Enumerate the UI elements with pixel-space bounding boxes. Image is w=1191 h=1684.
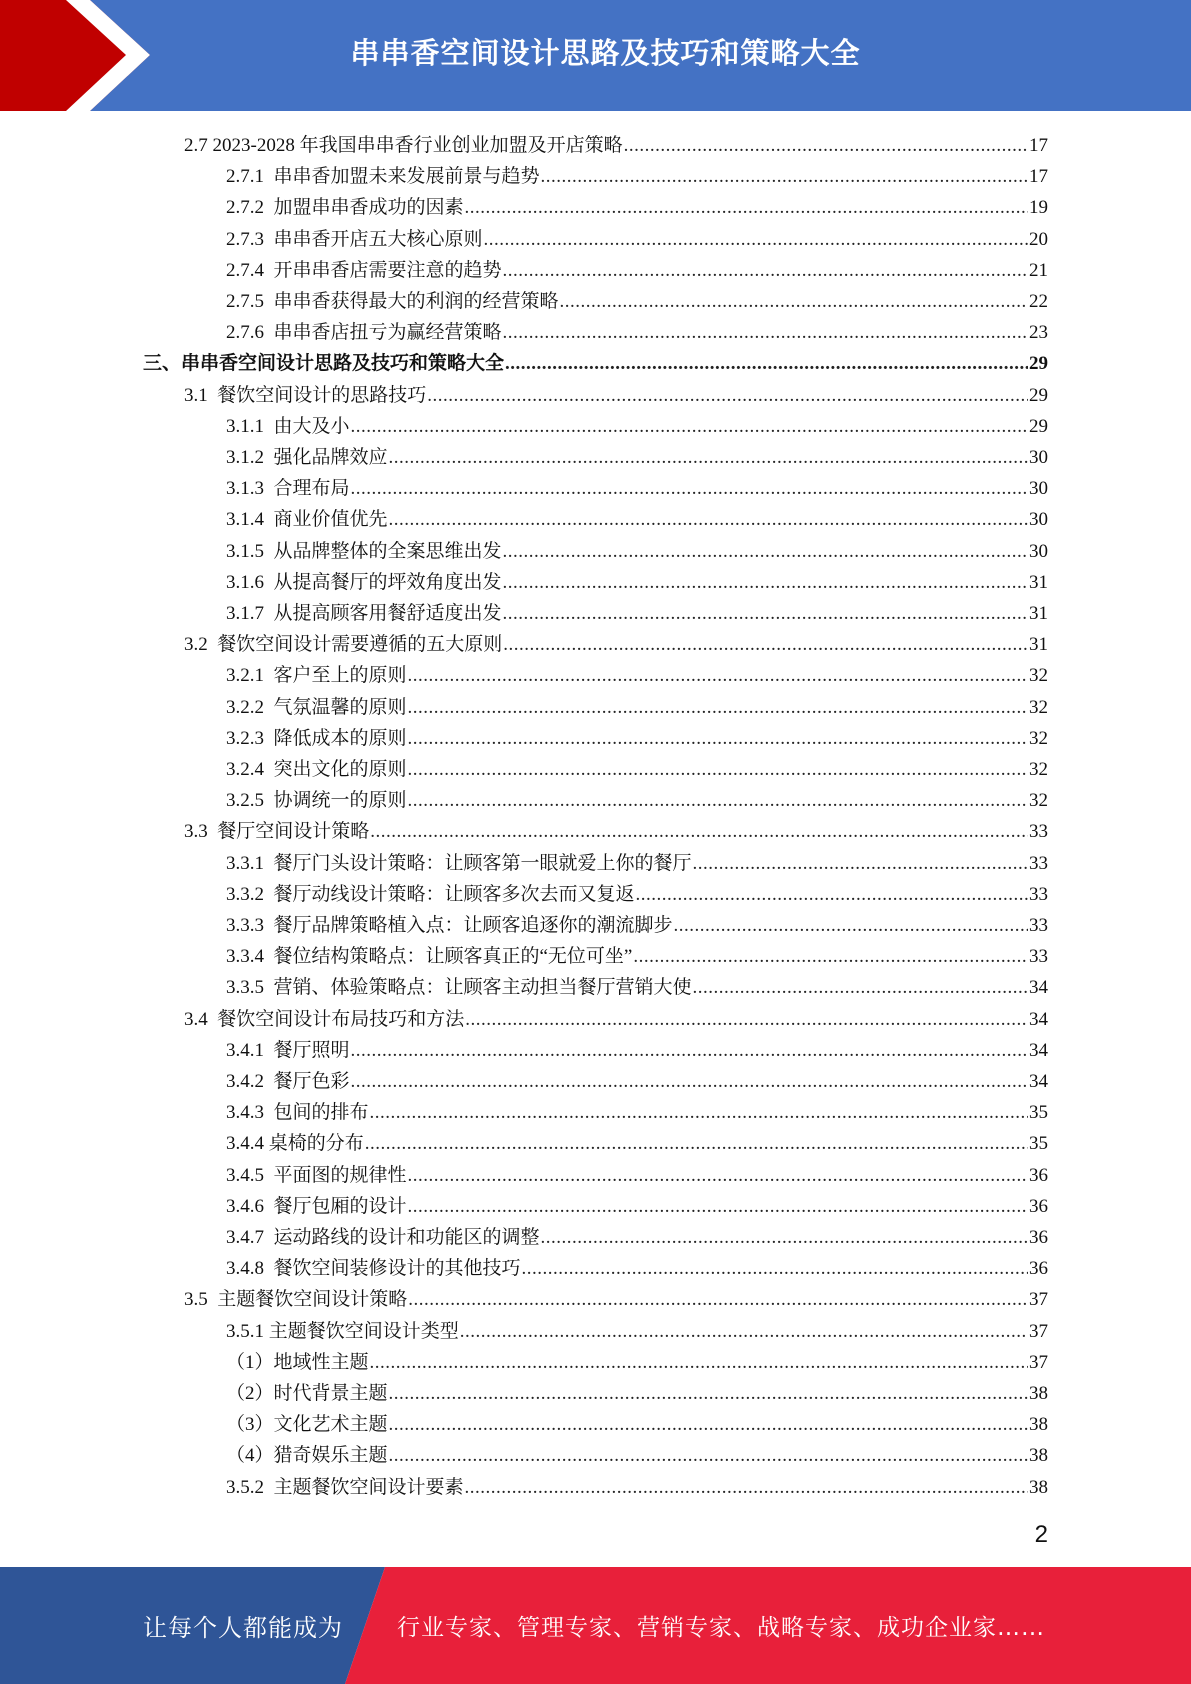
toc-entry-label: 从品牌整体的全案思维出发 [273, 540, 502, 562]
toc-entry-label: 串串香加盟未来发展前景与趋势 [273, 166, 540, 188]
toc-entry-label: 餐饮空间设计的思路技巧 [217, 384, 427, 406]
toc-entry[interactable] [0, 876, 1048, 907]
toc-entry-label: 气氛温馨的原则 [273, 696, 407, 718]
toc-entry[interactable] [0, 314, 1048, 345]
toc-entry[interactable] [0, 813, 1048, 844]
page-footer [0, 1567, 1191, 1684]
toc-entry[interactable] [0, 1437, 1048, 1468]
toc-entry[interactable] [0, 938, 1048, 969]
toc-leader-dots [408, 727, 1028, 751]
toc-leader-dots [503, 571, 1028, 595]
toc-entry-page: 30 [1029, 478, 1048, 500]
toc-entry-page: 29 [1029, 415, 1048, 437]
toc-leader-dots [370, 820, 1028, 844]
toc-entry-page: 33 [1029, 946, 1048, 968]
toc-leader-dots [370, 1351, 1028, 1375]
toc-leader-dots [693, 976, 1028, 1000]
toc-entry-page: 30 [1029, 540, 1048, 562]
toc-entry-label: 串串香店扭亏为赢经营策略 [273, 322, 502, 344]
toc-entry-label: 餐饮空间设计布局技巧和方法 [217, 1008, 465, 1030]
toc-leader-dots [636, 883, 1028, 907]
toc-entry-number: 3.5 [184, 1289, 218, 1311]
toc-entry-page: 37 [1029, 1320, 1048, 1342]
toc-entry[interactable] [0, 470, 1048, 501]
toc-entry-label: 加盟串串香成功的因素 [273, 197, 464, 219]
toc-leader-dots [408, 696, 1028, 720]
toc-entry-number: 3.3.3 [226, 915, 274, 936]
toc-leader-dots [465, 1476, 1028, 1500]
toc-entry-number: （3） [226, 1414, 274, 1436]
toc-entry-page: 31 [1029, 634, 1048, 656]
toc-entry-page: 17 [1029, 166, 1048, 188]
toc-entry-label: 从提高顾客用餐舒适度出发 [273, 603, 502, 624]
toc-entry-page: 23 [1029, 322, 1048, 344]
toc-entry[interactable] [0, 1344, 1048, 1375]
toc-entry-number: 2.7.1 [226, 166, 274, 188]
toc-entry-label: 餐厅动线设计策略：让顾客多次去而又复返 [273, 883, 635, 905]
toc-entry-page: 29 [1029, 384, 1048, 406]
toc-entry-number: 3.4.4 [226, 1133, 269, 1155]
toc-entry[interactable] [0, 845, 1048, 876]
toc-entry-number: 3.3 [184, 821, 218, 843]
toc-leader-dots [633, 945, 1028, 969]
toc-entry-label: 餐厅色彩 [273, 1071, 350, 1092]
toc-entry-label: 餐厅照明 [273, 1039, 350, 1061]
footer-slogan-right: 行业专家、管理专家、营销专家、战略专家、成功企业家…… [397, 1615, 1045, 1641]
toc-entry-page: 30 [1029, 447, 1048, 468]
toc-entry-number: 3.4.3 [226, 1102, 274, 1124]
toc-leader-dots [389, 1444, 1028, 1468]
toc-entry[interactable] [0, 221, 1048, 252]
toc-leader-dots [460, 1320, 1028, 1344]
toc-leader-dots [365, 1132, 1028, 1156]
toc-entry-label: 串串香开店五大核心原则 [273, 228, 483, 250]
toc-entry-number: 3.2.3 [226, 727, 274, 749]
toc-entry-page: 33 [1029, 852, 1048, 874]
toc-entry[interactable] [0, 252, 1048, 283]
toc-entry-page: 37 [1029, 1351, 1048, 1373]
toc-entry-label: 餐饮空间设计需要遵循的五大原则 [217, 634, 503, 656]
toc-entry-label: 地域性主题 [273, 1351, 369, 1373]
toc-entry[interactable] [0, 1406, 1048, 1437]
toc-entry-number: 3.3.2 [226, 883, 274, 905]
toc-entry-page: 37 [1029, 1289, 1048, 1311]
toc-entry[interactable] [0, 127, 1048, 158]
toc-entry-label: 协调统一的原则 [273, 790, 407, 812]
toc-entry-number: 3.3.1 [226, 852, 274, 874]
toc-entry[interactable] [0, 1001, 1048, 1032]
toc-entry[interactable] [0, 1313, 1048, 1344]
toc-entry-number: 3.3.4 [226, 946, 274, 968]
toc-entry-page: 38 [1029, 1476, 1048, 1498]
toc-leader-dots [408, 1164, 1028, 1188]
toc-entry-label: 商业价值优先 [273, 509, 388, 531]
toc-entry-label: 猎奇娱乐主题 [273, 1445, 388, 1467]
toc-entry-page: 34 [1029, 1071, 1048, 1092]
toc-entry-number: 3.4.2 [226, 1071, 274, 1092]
toc-leader-dots [389, 1382, 1028, 1406]
toc-entry-number: 2.7 [184, 135, 213, 156]
toc-entry[interactable] [0, 408, 1048, 439]
toc-entry-number: 3.3.5 [226, 977, 274, 999]
toc-entry-page: 34 [1029, 977, 1048, 999]
toc-entry-label: 主题餐饮空间设计类型 [268, 1320, 459, 1342]
toc-entry-page: 32 [1029, 759, 1048, 780]
toc-entry-page: 19 [1029, 197, 1048, 219]
toc-leader-dots [351, 1039, 1028, 1063]
toc-leader-dots [484, 228, 1028, 252]
toc-entry-label: 主题餐饮空间设计要素 [273, 1476, 464, 1498]
toc-entry-number: 2.7.4 [226, 259, 274, 281]
toc-entry-page: 36 [1029, 1258, 1048, 1280]
toc-entry-number: 3.5.2 [226, 1476, 274, 1498]
toc-entry-label: 突出文化的原则 [273, 759, 407, 780]
toc-entry-page: 31 [1029, 603, 1048, 624]
toc-entry-page: 33 [1029, 883, 1048, 905]
toc-entry-label: 由大及小 [273, 415, 350, 437]
toc-leader-dots [522, 1257, 1028, 1281]
toc-entry-number: 三、 [143, 353, 182, 375]
toc-entry-page: 36 [1029, 1164, 1048, 1186]
toc-entry-number: 3.5.1 [226, 1320, 269, 1342]
toc-leader-dots [503, 633, 1028, 657]
toc-entry-number: 3.2.5 [226, 790, 274, 812]
toc-entry-number: 3.2.2 [226, 696, 274, 718]
toc-entry-page: 30 [1029, 509, 1048, 531]
toc-entry[interactable] [0, 1125, 1048, 1156]
toc-entry-number: 2.7.5 [226, 291, 274, 312]
toc-entry[interactable] [0, 1375, 1048, 1406]
toc-entry[interactable] [0, 564, 1048, 595]
toc-entry-label: 餐位结构策略点：让顾客真正的“无位可坐” [273, 946, 633, 968]
toc-entry-page: 36 [1029, 1227, 1048, 1248]
toc-entry[interactable] [0, 1250, 1048, 1281]
toc-entry-page: 32 [1029, 665, 1048, 687]
toc-leader-dots [693, 852, 1028, 876]
toc-entry-number: （2） [226, 1383, 274, 1404]
toc-entry-label: 降低成本的原则 [273, 727, 407, 749]
toc-entry-label: 主题餐饮空间设计策略 [217, 1289, 408, 1311]
toc-entry[interactable] [0, 969, 1048, 1000]
toc-entry-page: 36 [1029, 1195, 1048, 1217]
toc-entry-label: 桌椅的分布 [268, 1133, 364, 1155]
toc-entry-label: 餐厅空间设计策略 [217, 821, 370, 843]
toc-entry-label: 餐厅包厢的设计 [273, 1195, 407, 1217]
toc-entry-number: 3.2 [184, 634, 218, 656]
toc-entry-label: 客户至上的原则 [273, 665, 407, 687]
toc-leader-dots [624, 134, 1028, 158]
toc-entry-page: 38 [1029, 1445, 1048, 1467]
toc-entry-label: 文化艺术主题 [273, 1414, 388, 1436]
toc-entry[interactable] [0, 345, 1048, 376]
toc-entry[interactable] [0, 1219, 1048, 1250]
toc-leader-dots [408, 1288, 1028, 1312]
toc-entry-number: （1） [226, 1351, 274, 1373]
page-header [0, 0, 1191, 111]
toc-leader-dots [503, 540, 1028, 564]
toc-entry-page: 32 [1029, 696, 1048, 718]
toc-leader-dots [503, 602, 1028, 626]
toc-entry-page: 35 [1029, 1102, 1048, 1124]
toc-leader-dots [465, 196, 1028, 220]
toc-entry-page: 38 [1029, 1414, 1048, 1436]
toc-entry-label: 从提高餐厅的坪效角度出发 [273, 571, 502, 593]
document-title: 串串香空间设计思路及技巧和策略大全 [350, 35, 861, 70]
toc-entry[interactable] [0, 1157, 1048, 1188]
toc-leader-dots [408, 664, 1028, 688]
toc-leader-dots [389, 508, 1028, 532]
toc-entry[interactable] [0, 720, 1048, 751]
toc-entry-number: （4） [226, 1445, 274, 1467]
toc-entry-number: 3.1 [184, 384, 218, 406]
toc-entry[interactable] [0, 751, 1048, 782]
toc-entry-number: 3.1.5 [226, 540, 274, 562]
toc-entry-number: 3.1.6 [226, 571, 274, 593]
toc-entry[interactable] [0, 158, 1048, 189]
toc-leader-dots [541, 165, 1028, 189]
toc-entry[interactable] [0, 377, 1048, 408]
toc-entry-page: 31 [1029, 571, 1048, 593]
toc-entry-label: 串串香空间设计思路及技巧和策略大全 [181, 353, 505, 375]
toc-leader-dots [560, 290, 1028, 314]
toc-entry-number: 3.4.5 [226, 1164, 274, 1186]
toc-entry-label: 运动路线的设计和功能区的调整 [273, 1227, 540, 1248]
footer-slogan-left: 让每个人都能成为 [143, 1614, 343, 1642]
toc-entry-number: 3.1.2 [226, 447, 274, 468]
toc-leader-dots [465, 1008, 1028, 1032]
toc-entry-page: 33 [1029, 821, 1048, 843]
toc-entry-number: 3.4.8 [226, 1258, 274, 1280]
toc-entry-label: 开串串香店需要注意的趋势 [273, 259, 502, 281]
toc-leader-dots [351, 1070, 1028, 1094]
toc-leader-dots [408, 1195, 1028, 1219]
toc-entry[interactable] [0, 1032, 1048, 1063]
toc-entry-number: 3.1.7 [226, 603, 274, 624]
toc-entry-label: 包间的排布 [273, 1102, 369, 1124]
toc-leader-dots [427, 384, 1028, 408]
toc-entry[interactable] [0, 501, 1048, 532]
toc-entry[interactable] [0, 1094, 1048, 1125]
toc-entry-page: 32 [1029, 790, 1048, 812]
toc-entry-number: 3.2.4 [226, 759, 274, 780]
toc-entry-label: 串串香获得最大的利润的经营策略 [273, 291, 559, 312]
toc-entry[interactable] [0, 189, 1048, 220]
toc-entry-number: 2.7.6 [226, 322, 274, 344]
toc-entry[interactable] [0, 1063, 1048, 1094]
toc-entry-page: 22 [1029, 291, 1048, 312]
toc-entry-number: 3.1.3 [226, 478, 274, 500]
toc-entry[interactable] [0, 1188, 1048, 1219]
toc-entry-page: 34 [1029, 1039, 1048, 1061]
toc-entry-label: 平面图的规律性 [273, 1164, 407, 1186]
toc-entry-page: 29 [1029, 353, 1048, 375]
toc-entry[interactable] [0, 439, 1048, 470]
toc-entry-page: 38 [1029, 1383, 1048, 1404]
toc-entry-number: 3.4.7 [226, 1227, 274, 1248]
toc-entry-label: 餐厅品牌策略植入点：让顾客追逐你的潮流脚步 [273, 915, 673, 936]
toc-entry-page: 21 [1029, 259, 1048, 281]
toc-entry-page: 35 [1029, 1133, 1048, 1155]
toc-entry-page: 32 [1029, 727, 1048, 749]
toc-entry-page: 33 [1029, 915, 1048, 936]
toc-entry[interactable] [0, 1469, 1048, 1500]
toc-entry[interactable] [0, 283, 1048, 314]
toc-leader-dots [503, 259, 1028, 283]
toc-entry-number: 3.4.6 [226, 1195, 274, 1217]
toc-leader-dots [370, 1101, 1028, 1125]
toc-leader-dots [541, 1226, 1028, 1250]
toc-leader-dots [408, 789, 1028, 813]
toc-entry-label: 时代背景主题 [273, 1383, 388, 1404]
toc-leader-dots [351, 415, 1028, 439]
toc-leader-dots [389, 1413, 1028, 1437]
toc-entry-page: 20 [1029, 228, 1048, 250]
toc-entry[interactable] [0, 782, 1048, 813]
toc-entry-number: 3.4 [184, 1008, 218, 1030]
toc-leader-dots [503, 321, 1028, 345]
toc-entry-number: 3.1.1 [226, 415, 274, 437]
toc-leader-dots [408, 758, 1028, 782]
toc-entry-number: 2.7.3 [226, 228, 274, 250]
toc-entry[interactable] [0, 689, 1048, 720]
toc-entry[interactable] [0, 657, 1048, 688]
toc-leader-dots [674, 914, 1028, 938]
toc-entry[interactable] [0, 626, 1048, 657]
toc-leader-dots [351, 477, 1028, 501]
toc-entry-label: 强化品牌效应 [273, 447, 388, 468]
toc-entry-label: 2023-2028 年我国串串香行业创业加盟及开店策略 [212, 135, 623, 156]
toc-entry-number: 2.7.2 [226, 197, 274, 219]
page-number: 2 [1034, 1521, 1048, 1548]
toc-entry-page: 17 [1029, 135, 1048, 156]
toc-entry-page: 34 [1029, 1008, 1048, 1030]
toc-entry-label: 餐厅门头设计策略：让顾客第一眼就爱上你的餐厅 [273, 852, 692, 874]
toc-entry[interactable] [0, 1281, 1048, 1312]
toc-entry[interactable] [0, 907, 1048, 938]
toc-entry[interactable] [0, 533, 1048, 564]
toc-leader-dots [389, 446, 1028, 470]
toc-entry-number: 3.2.1 [226, 665, 274, 687]
toc-entry-number: 3.4.1 [226, 1039, 274, 1061]
toc-entry-label: 营销、体验策略点：让顾客主动担当餐厅营销大使 [273, 977, 692, 999]
toc-entry[interactable] [0, 595, 1048, 626]
toc-entry-label: 餐饮空间装修设计的其他技巧 [273, 1258, 521, 1280]
toc-leader-dots [505, 352, 1028, 376]
toc-entry-number: 3.1.4 [226, 509, 274, 531]
toc-entry-label: 合理布局 [273, 478, 350, 500]
